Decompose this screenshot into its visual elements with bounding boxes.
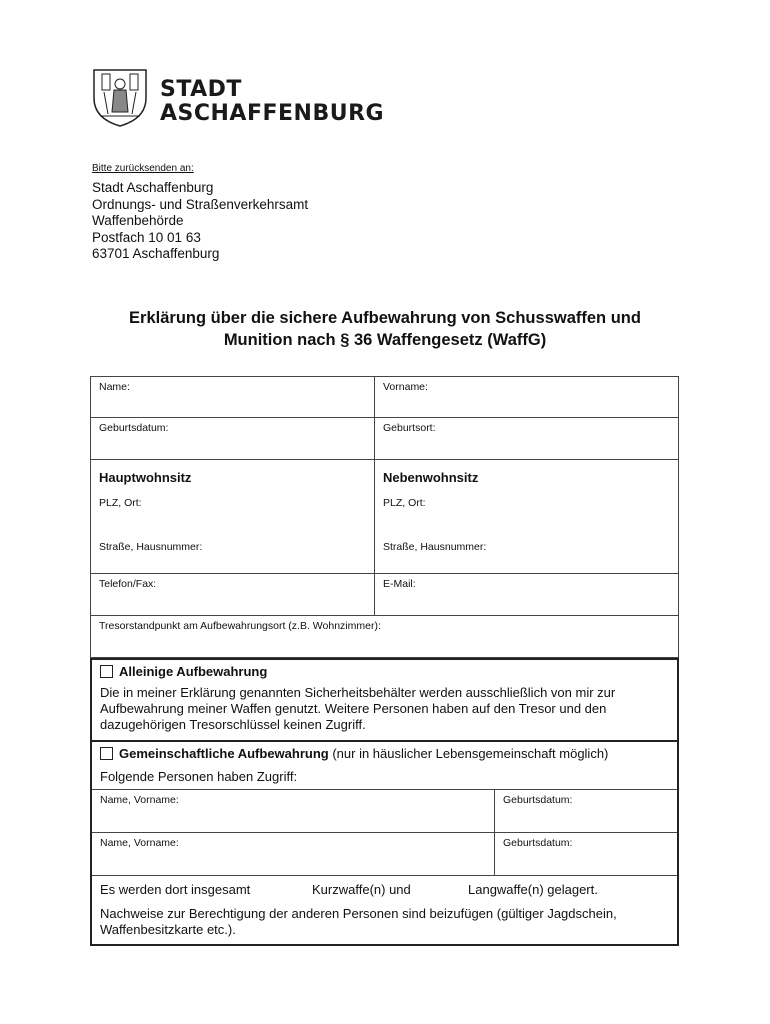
person-name-field[interactable]: Name, Vorname:	[92, 833, 495, 875]
form-row-residence	[90, 460, 679, 574]
address-line: Ordnungs- und Straßenverkehrsamt	[92, 196, 309, 212]
geburtsort-field[interactable]: Geburtsort:	[383, 422, 436, 434]
person-birthdate-field[interactable]: Geburtsdatum:	[503, 794, 573, 806]
name-field[interactable]: Name:	[91, 377, 375, 417]
return-address	[92, 180, 308, 263]
address-line: Waffenbehörde	[92, 213, 184, 229]
person-birthdate-field[interactable]: Geburtsdatum:	[503, 837, 573, 849]
person-name-field[interactable]: Name, Vorname:	[92, 790, 495, 832]
zugriff-label: Folgende Personen haben Zugriff:	[100, 769, 298, 784]
gemeinschaftlich-section	[90, 742, 679, 946]
logo-line-1: STADT	[160, 77, 242, 102]
vorname-field[interactable]: Vorname:	[383, 381, 428, 393]
address-line: Postfach 10 01 63	[92, 229, 201, 245]
form-row-name	[90, 376, 679, 418]
kurzwaffen-text: Kurzwaffe(n) und	[312, 882, 411, 897]
nebenwohnsitz-heading: Nebenwohnsitz	[383, 470, 479, 485]
coat-of-arms-icon	[90, 64, 150, 128]
tresor-field[interactable]: Tresorstandpunkt am Aufbewahrungsort (z.B. Wohnzimmer):	[99, 620, 381, 632]
weapons-summary	[92, 875, 677, 944]
logo-line-2: ASCHAFFENBURG	[160, 101, 385, 126]
address-line: Stadt Aschaffenburg	[92, 180, 214, 195]
alleinige-label: Alleinige Aufbewahrung	[119, 664, 268, 679]
title-line-2: Munition nach § 36 Waffengesetz (WaffG)	[223, 331, 547, 349]
plz-ort-label: PLZ, Ort:	[99, 497, 142, 509]
alleinige-text: Die in meiner Erklärung genannten Sicherheitsbehälter werden ausschließlich von mir zur Aufbewahrung meiner Waffen genutzt. Weitere Personen haben auf den Tresor und den dazugehörigen Tresorschlüssel keinen Zugriff.	[100, 685, 616, 732]
city-logo	[90, 64, 384, 128]
nebenwohnsitz-section[interactable]	[375, 460, 678, 573]
insgesamt-text: Es werden dort insgesamt	[100, 882, 251, 897]
return-label: Bitte zurücksenden an:	[92, 163, 194, 174]
alleinige-section	[90, 658, 679, 742]
gemeinschaftlich-label: Gemeinschaftliche Aufbewahrung	[119, 746, 329, 761]
document-title	[60, 307, 710, 351]
form-row-safe	[90, 616, 679, 658]
form-row-birth	[90, 418, 679, 460]
person-row	[92, 789, 677, 832]
strasse-label: Straße, Hausnummer:	[383, 541, 487, 553]
strasse-label: Straße, Hausnummer:	[99, 541, 203, 553]
geburtsdatum-field[interactable]: Geburtsdatum:	[91, 418, 375, 459]
alleinige-checkbox[interactable]	[100, 665, 113, 678]
gemeinschaftlich-note: (nur in häuslicher Lebensgemeinschaft möglich)	[328, 746, 609, 761]
form-row-contact	[90, 574, 679, 616]
gemeinschaftlich-checkbox[interactable]	[100, 747, 113, 760]
langwaffen-text: Langwaffe(n) gelagert.	[468, 882, 598, 897]
hauptwohnsitz-heading: Hauptwohnsitz	[99, 470, 192, 485]
hauptwohnsitz-section[interactable]	[91, 460, 375, 573]
declaration-form	[90, 376, 679, 946]
address-line: 63701 Aschaffenburg	[92, 246, 220, 262]
plz-ort-label: PLZ, Ort:	[383, 497, 426, 509]
telefon-field[interactable]: Telefon/Fax:	[91, 574, 375, 615]
person-row	[92, 832, 677, 875]
email-field[interactable]: E-Mail:	[383, 578, 416, 590]
nachweise-text: Nachweise zur Berechtigung der anderen Personen sind beizufügen (gültiger Jagdschein, Waffenbesitzkarte etc.).	[100, 906, 617, 937]
title-line-1: Erklärung über die sichere Aufbewahrung von Schusswaffen und	[129, 309, 641, 327]
